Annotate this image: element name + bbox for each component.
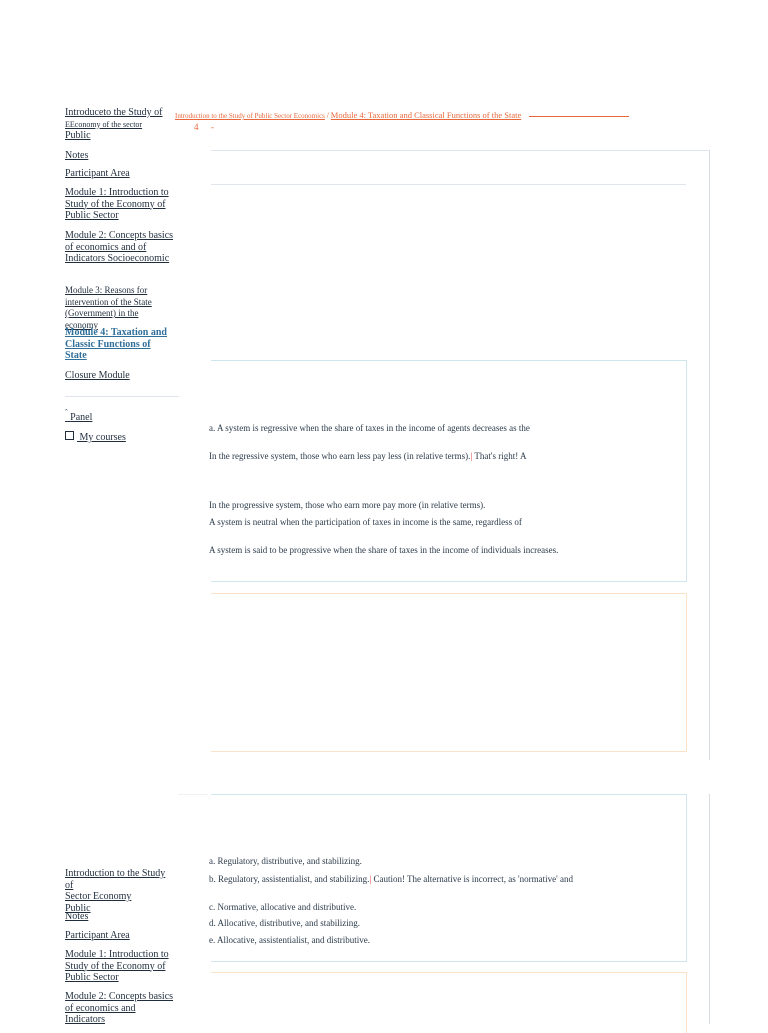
course-title-lower-line2: Sector Economy — [65, 891, 132, 902]
nav-notes-lower[interactable]: Notes — [65, 911, 89, 922]
breadcrumb — [175, 110, 629, 120]
nav-closure-module[interactable]: Closure Module — [65, 370, 130, 381]
nav-panel[interactable] — [65, 408, 180, 424]
q1-feedback-progressive-def: A system is said to be progressive when the share of taxes in the income of individuals increases. — [209, 545, 559, 555]
course-title-link-lower[interactable] — [65, 868, 173, 914]
q1-feedback-neutral: A system is neutral when the participation of taxes in income is the same, regardless of — [209, 517, 522, 527]
breadcrumb-module-link[interactable]: Module 4: Taxation and Classical Functions of the State — [330, 110, 522, 120]
nav-module-1[interactable]: Module 1: Introduction to Study of the Economy of Public Sector — [65, 187, 169, 221]
course-title-line2: EEconomy of the sector — [65, 119, 143, 129]
q2-option-b-text: b. Regulatory, assistentialist, and stabilizing. — [209, 874, 370, 884]
nav-module-3[interactable]: Module 3: Reasons for intervention of the State (Government) in the economy — [65, 285, 152, 330]
course-title-lower-line1: Introduction to the Study of — [65, 868, 166, 891]
nav-notes[interactable]: Notes — [65, 150, 89, 161]
nav-module-1-lower[interactable]: Module 1: Introduction to Study of the Economy of Public Sector — [65, 949, 169, 983]
page-dash: - — [211, 122, 214, 132]
course-title-link[interactable] — [65, 107, 180, 142]
course-title-line3: Public — [65, 130, 91, 141]
q1-feedback-regressive-text: In the regressive system, those who earn less pay less (in relative terms). — [209, 451, 471, 461]
content-right-border — [709, 150, 710, 760]
nav-my-courses-label: My courses — [79, 432, 126, 443]
header-divider — [211, 184, 686, 185]
nav-module-2[interactable]: Module 2: Concepts basics of economics and of Indicators Socioeconomic — [65, 230, 174, 264]
graduation-cap-icon — [65, 431, 74, 440]
lower-right-border — [709, 794, 710, 1024]
page-number: 4 — [194, 122, 199, 132]
breadcrumb-rule — [529, 116, 629, 117]
lower-top-fade — [178, 794, 208, 795]
incorrect-mark-icon: | — [369, 874, 372, 884]
nav-module-4-active[interactable]: Module 4: Taxation and Classic Functions of State — [65, 327, 167, 361]
course-title-lower-line3: Public — [65, 902, 91, 914]
nav-panel-label: Panel — [70, 412, 93, 423]
nav-module-2-lower[interactable]: Module 2: Concepts basics of economics and Indicators — [65, 991, 174, 1025]
breadcrumb-separator: / — [326, 110, 330, 120]
q2-option-b-feedback: Caution! The alternative is incorrect, as 'normative' and — [373, 874, 573, 884]
q2-option-c[interactable]: c. Normative, allocative and distributive. — [209, 902, 357, 912]
sidebar-divider — [65, 396, 179, 397]
q1-feedback-right: That's right! A — [474, 451, 527, 461]
nav-my-courses[interactable] — [65, 431, 180, 444]
q2-option-e[interactable]: e. Allocative, assistentialist, and distributive. — [209, 935, 370, 945]
dashboard-icon: ˆ — [65, 408, 68, 417]
q1-feedback-progressive: In the progressive system, those who earn more pay more (in relative terms). — [209, 500, 486, 510]
q2-option-a[interactable]: a. Regulatory, distributive, and stabilizing. — [209, 856, 362, 866]
nav-participant-area-lower[interactable]: Participant Area — [65, 930, 130, 941]
q1-option-a[interactable]: a. A system is regressive when the share of taxes in the income of agents decreases as the — [209, 423, 530, 433]
question-1-feedback-panel — [211, 593, 687, 752]
q2-option-b[interactable] — [209, 874, 573, 884]
q2-option-d[interactable]: d. Allocative, distributive, and stabilizing. — [209, 918, 360, 928]
content-top-border — [211, 150, 709, 151]
nav-participant-area[interactable]: Participant Area — [65, 168, 130, 179]
course-title-line1: Introduceto the Study of — [65, 107, 163, 118]
q1-feedback-regressive — [209, 451, 526, 461]
breadcrumb-course-link[interactable]: Introduction to the Study of Public Sector Economics — [175, 112, 325, 120]
correct-mark-icon: | — [470, 451, 473, 461]
